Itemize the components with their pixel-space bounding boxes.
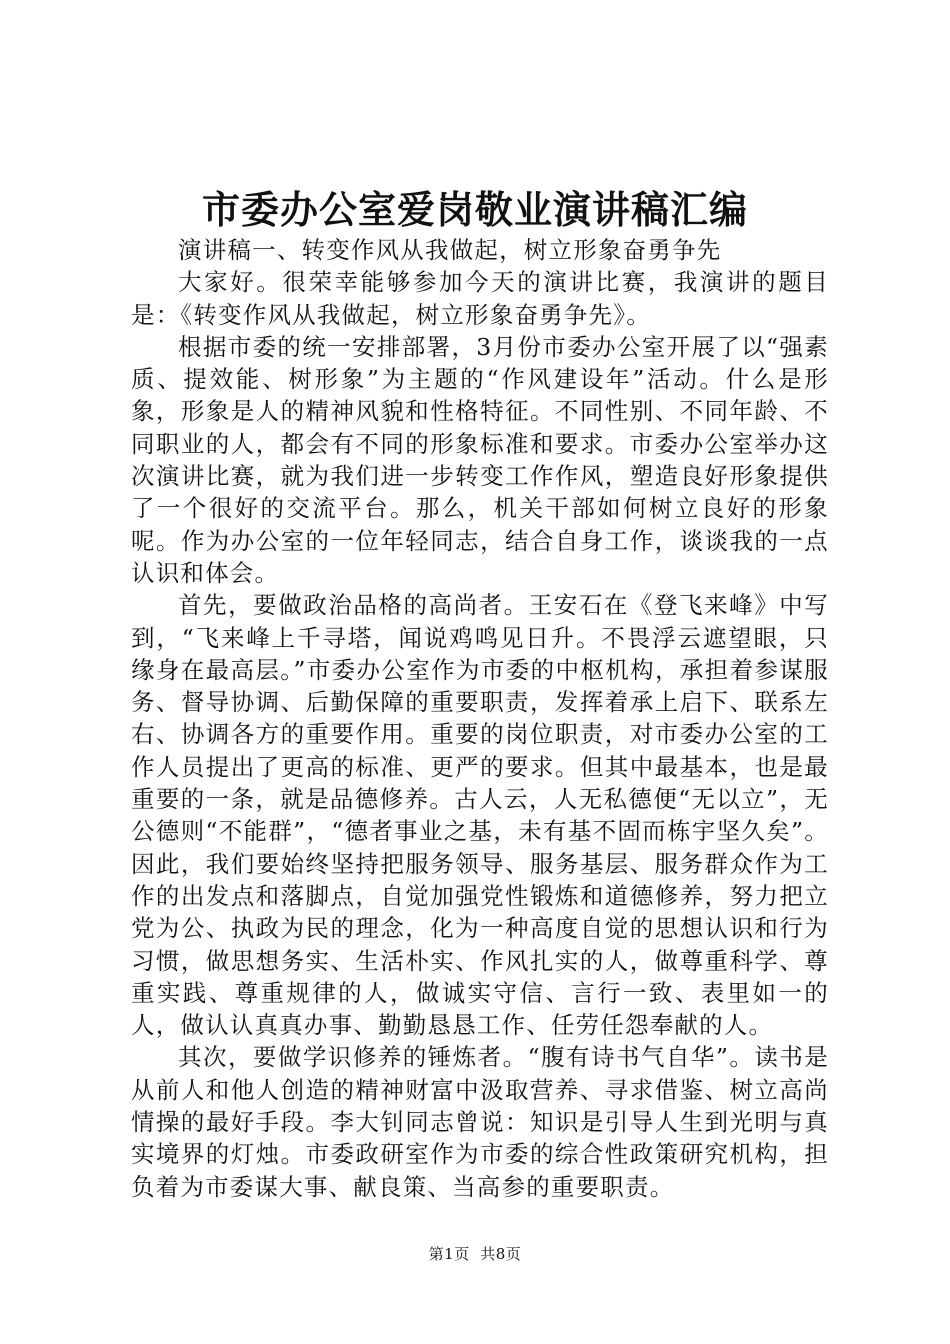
page-total: 共8页 <box>480 1245 522 1263</box>
paragraph-greeting: 大家好。很荣幸能够参加今天的演讲比赛，我演讲的题目是：《转变作风从我做起，树立形象奋勇争先》。 <box>131 268 829 329</box>
document-body <box>131 234 829 1203</box>
paragraph-second-point: 其次，要做学识修养的锤炼者。“腹有诗书气自华”。读书是从前人和他人创造的精神财富中汲取营养、寻求借鉴、树立高尚情操的最好手段。李大钊同志曾说：知识是引导人生到光明与真实境界的灯烛。市委政研室作为市委的综合性政策研究机构，担负着为市委谋大事、献良策、当高参的重要职责。 <box>131 1043 829 1201</box>
paragraph-first-point: 首先，要做政治品格的高尚者。王安石在《登飞来峰》中写到，“飞来峰上千寻塔，闻说鸡鸣见日升。不畏浮云遮望眼，只缘身在最高层。”市委办公室作为市委的中枢机构，承担着参谋服务、督导协调、后勤保障的重要职责，发挥着承上启下、联系左右、协调各方的重要作用。重要的岗位职责，对市委办公室的工作人员提出了更高的标准、更严的要求。但其中最基本，也是最重要的一条，就是品德修养。古人云，人无私德便“无以立”，无公德则“不能群”，“德者事业之基，未有基不固而栋宇坚久矣”。因此，我们要始终坚持把服务领导、服务基层、服务群众作为工作的出发点和落脚点，自觉加强党性锻炼和道德修养，努力把立党为公、执政为民的理念，化为一种高度自觉的思想认识和行为习惯，做思想务实、生活朴实、作风扎实的人，做尊重科学、尊重实践、尊重规律的人，做诚实守信、言行一致、表里如一的人，做认认真真办事、勤勤恳恳工作、任劳任怨奉献的人。 <box>131 591 829 1040</box>
page-number: 第1页 <box>428 1245 470 1263</box>
speech-subtitle: 演讲稿一、转变作风从我做起，树立形象奋勇争先 <box>178 236 722 264</box>
paragraph-background: 根据市委的统一安排部署，3月份市委办公室开展了以“强素质、提效能、树形象”为主题的“作风建设年”活动。什么是形象，形象是人的精神风貌和性格特征。不同性别、不同年龄、不同职业的人，都会有不同的形象标准和要求。市委办公室举办这次演讲比赛，就为我们进一步转变工作作风，塑造良好形象提供了一个很好的交流平台。那么，机关干部如何树立良好的形象呢。作为办公室的一位年轻同志，结合自身工作，谈谈我的一点认识和体会。 <box>131 332 829 587</box>
page-footer <box>0 1244 950 1264</box>
document-title: 市委办公室爱岗敬业演讲稿汇编 <box>201 187 748 232</box>
